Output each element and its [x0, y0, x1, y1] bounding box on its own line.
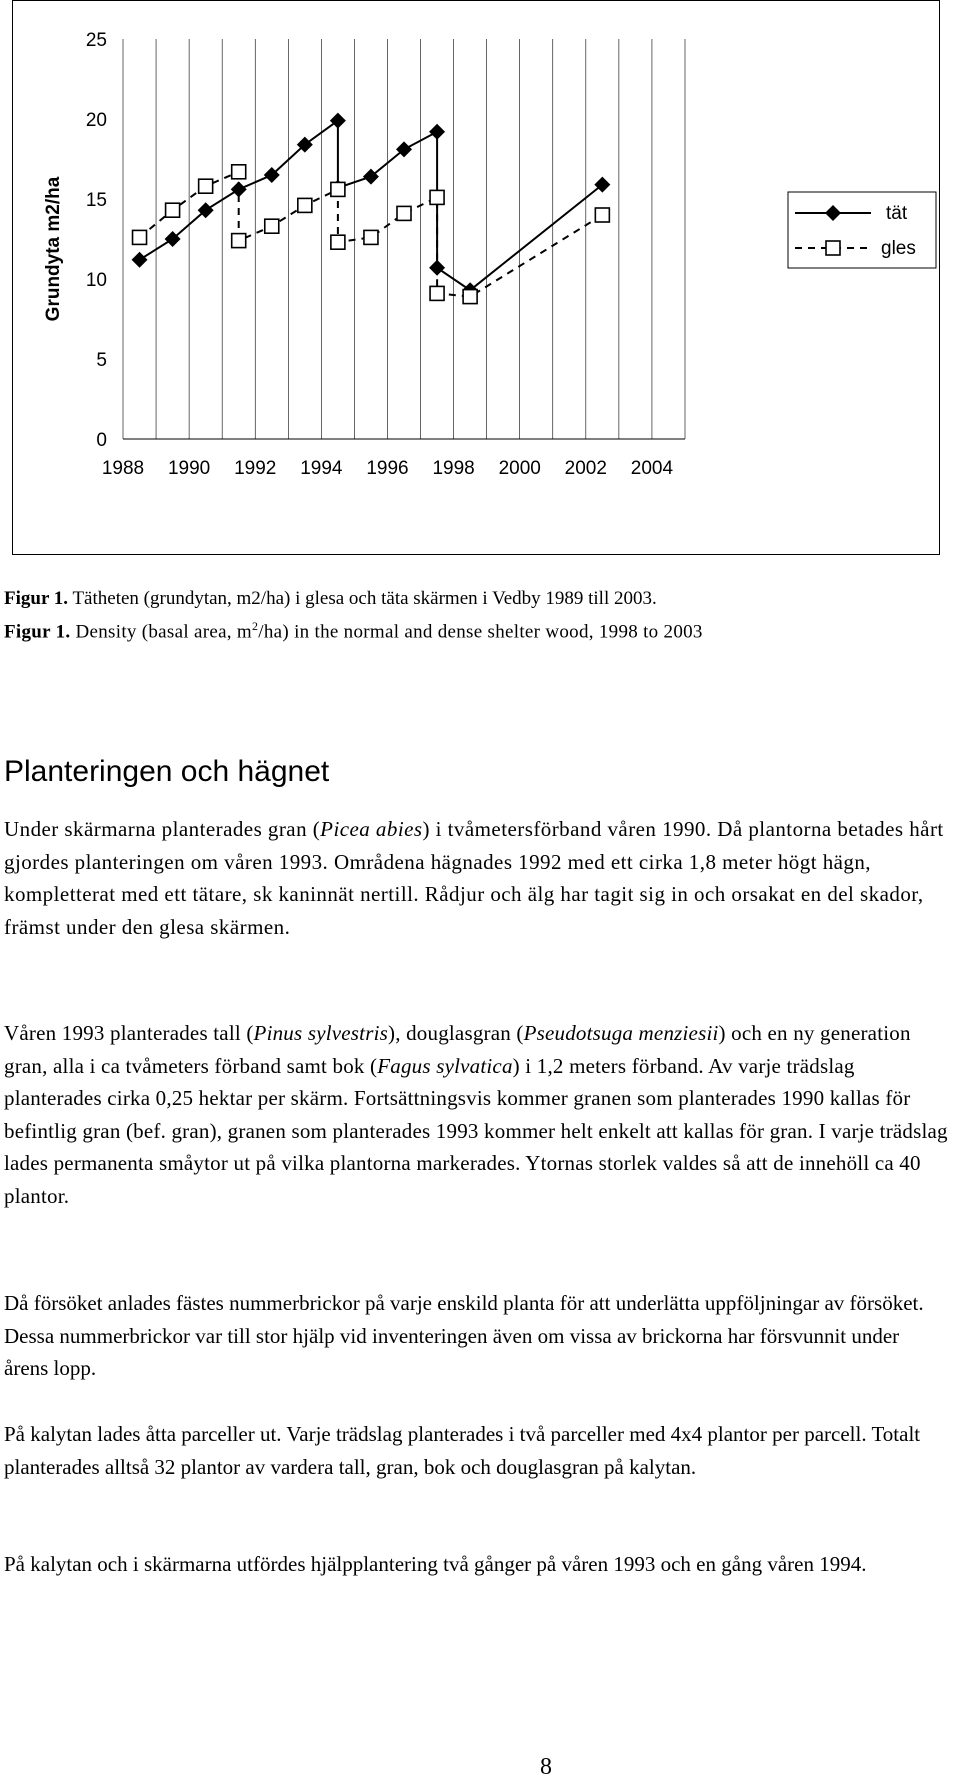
caption-en-prefix: Figur 1. [4, 621, 71, 643]
y-axis-label: Grundyta m2/ha [43, 176, 64, 322]
paragraph-2-latin-pseudotsuga: Pseudotsuga menziesii [523, 1021, 719, 1045]
chart-legend [788, 192, 936, 268]
x-tick-label: 1998 [432, 458, 475, 479]
data-point-gles [133, 230, 147, 244]
data-point-gles [430, 190, 444, 204]
data-point-gles [397, 206, 411, 220]
data-point-gles [430, 286, 444, 300]
paragraph-2 [4, 1017, 956, 1212]
x-tick-label: 1992 [234, 458, 277, 479]
y-tick-label: 15 [85, 190, 107, 211]
y-tick-label: 20 [85, 110, 107, 131]
caption-sv-text: Tätheten (grundytan, m2/ha) i glesa och täta skärmen i Vedby 1989 till 2003. [68, 588, 657, 609]
x-tick-label: 1994 [300, 458, 343, 479]
caption-en-superscript: 2 [251, 619, 259, 633]
paragraph-2-latin-fagus: Fagus sylvatica [377, 1053, 513, 1078]
y-tick-label: 25 [85, 30, 107, 51]
paragraph-5: På kalytan och i skärmarna utfördes hjälpplantering två gånger på våren 1993 och en gång våren 1994. [4, 1552, 867, 1576]
paragraph-2-text-c: ) och en ny generation gran, alla i ca tvåmeters förband samt bok ( [4, 1021, 911, 1078]
series-line-tat [140, 121, 603, 291]
legend-label-tat: tät [886, 203, 908, 224]
data-point-gles [331, 182, 345, 196]
chart-series [132, 113, 611, 304]
basal-area-chart [13, 1, 941, 556]
y-tick-label: 10 [85, 270, 107, 291]
caption-sv-prefix: Figur 1. [4, 588, 69, 609]
x-tick-label: 2002 [564, 458, 607, 479]
paragraph-2-text-d: ) i 1,2 meters förband. Av varje trädslag planterades cirka 0,25 hektar per skärm. Fortsättningsvis kommer granen som planterades 1990 kallas för befintlig gran (bef. gran), granen som planterades 1993 kommer helt enkelt att kallas för gran. I varje trädslag lades permanenta småytor ut på vilka plantorna markerades. Ytornas storlek valdes så att de innehöll ca 40 plantor. [4, 1053, 948, 1208]
data-point-gles [199, 179, 213, 193]
data-point-gles [232, 165, 246, 179]
data-point-gles [595, 208, 609, 222]
data-point-gles [364, 230, 378, 244]
data-point-gles [232, 234, 246, 248]
page-number: 8 [540, 1754, 552, 1780]
y-tick-labels [86, 30, 107, 451]
x-tick-label: 1990 [167, 458, 211, 479]
x-tick-labels [102, 458, 674, 479]
x-tick-label: 2000 [498, 458, 541, 479]
legend-label-gles: gles [881, 238, 916, 259]
paragraph-1-text-b: ) i tvåmetersförband våren 1990. Då plantorna betades hårt gjordes planteringen om våren 1993. Områdena hägnades 1992 med ett cirka 1,8 meter högt hägn, kompletterat med ett tätare, sk kaninnät nertill. Rådjur och älg har tagit sig in och orsakat en del skador, främst under den glesa skärmen. [4, 817, 944, 939]
chart-frame [12, 0, 940, 555]
caption-en-text-1: Density (basal area, m [70, 621, 252, 643]
data-point-gles [463, 290, 477, 304]
x-tick-label: 1996 [366, 458, 409, 479]
paragraph-3: Då försöket anlades fästes nummerbrickor på varje enskild planta för att underlätta uppföljningar av försöket. Dessa nummerbrickor var till stor hjälp vid inventeringen även om vissa av brickorna har försvunnit under årens lopp. [4, 1291, 924, 1380]
data-point-gles [331, 235, 345, 249]
paragraph-4: På kalytan lades åtta parceller ut. Varje trädslag planterades i två parceller med 4x4 plantor per parcell. Totalt planterades alltså 32 plantor av vardera tall, gran, bok och douglasgran på kalytan. [4, 1422, 921, 1479]
caption-en-text-2: /ha) in the normal and dense shelter wood, 1998 to 2003 [258, 621, 703, 643]
paragraph-1-text-a: Under skärmarna planterades gran ( [4, 817, 321, 841]
y-tick-label: 5 [96, 350, 107, 371]
paragraph-1-latin: Picea abies [320, 817, 423, 841]
chart-grid [123, 39, 685, 439]
x-tick-label: 1988 [101, 458, 145, 479]
section-heading: Planteringen och hägnet [4, 755, 330, 788]
figure-caption-sv [4, 588, 657, 610]
y-tick-label: 0 [96, 430, 107, 451]
figure-caption-en [4, 619, 703, 643]
data-point-gles [265, 219, 279, 233]
data-point-tat [429, 124, 445, 140]
legend-marker-gles [826, 241, 840, 255]
paragraph-2-text-b: ), douglasgran ( [388, 1021, 524, 1045]
paragraph-1 [4, 813, 956, 943]
data-point-tat [330, 113, 346, 129]
data-point-tat [132, 252, 148, 268]
paragraph-2-latin-pinus: Pinus sylvestris [253, 1021, 388, 1045]
data-point-gles [166, 203, 180, 217]
data-point-gles [298, 198, 312, 212]
x-tick-label: 2004 [630, 458, 674, 479]
paragraph-2-text-a: Våren 1993 planterades tall ( [4, 1021, 254, 1045]
